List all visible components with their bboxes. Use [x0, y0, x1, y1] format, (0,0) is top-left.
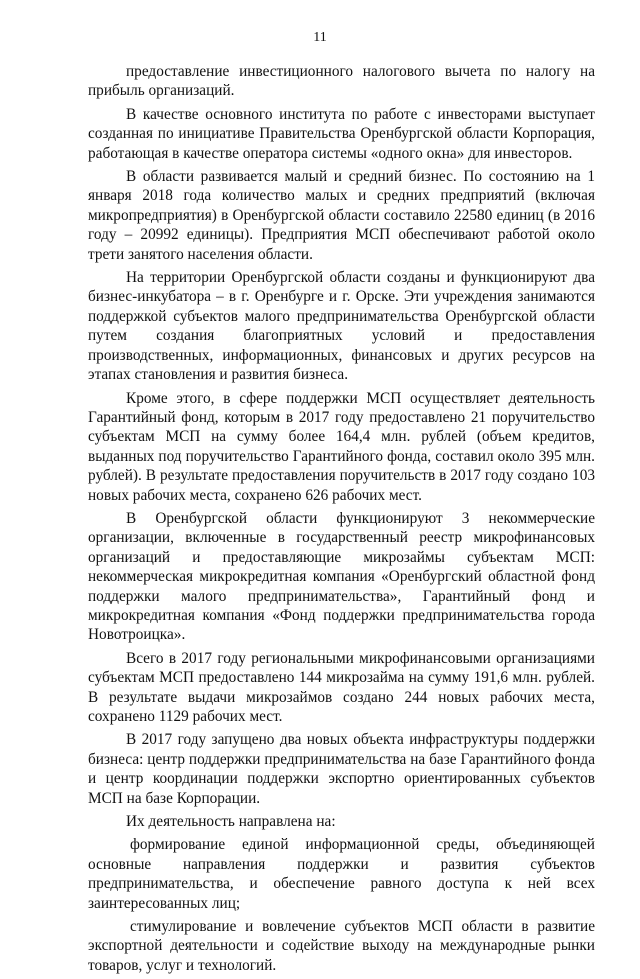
- list-item-info-environment: формирование единой информационной среды, объединяющей основные направления поддержки и развития субъектов предпринимательства, и обеспечение равного доступа к ней всех заинтересованных лиц;: [88, 836, 595, 912]
- paragraph-guarantee-fund: Кроме этого, в сфере поддержки МСП осуществляет деятельность Гарантийный фонд, которым в 2017 году предоставлено 21 поручительство субъектам МСП на сумму более 164,4 млн. рублей (объем кредитов, выданных под поручительство Гарантийного фонда, составил около 395 млн. рублей). В результате предоставления поручительств в 2017 году создано 103 новых рабочих места, сохранено 626 рабочих мест.: [88, 389, 595, 504]
- paragraph-business-incubators: На территории Оренбургской области созданы и функционируют два бизнес-инкубатора – в г. Оренбурге и г. Орске. Эти учреждения занимаются поддержкой субъектов малого предпринимательства Оренбургской области путем создания благоприятных условий и предоставления производственных, информационных, финансовых и других ресурсов на этапах становления и развития бизнеса.: [88, 269, 595, 384]
- page-number: 11: [313, 30, 327, 45]
- paragraph-sme-count: В области развивается малый и средний бизнес. По состоянию на 1 января 2018 года количество малых и средних предприятий (включая микропредприятия) в Оренбургской области составило 22580 единиц (в 2016 году – 20992 единицы). Предприятия МСП обеспечивают работой около трети занятого населения области.: [88, 168, 595, 263]
- list-item-export-support: стимулирование и вовлечение субъектов МСП области в развитие экспортной деятельности и содействие выходу на международные рынки товаров, услуг и технологий.: [88, 918, 595, 974]
- paragraph-microloans: Всего в 2017 году региональными микрофинансовыми организациями субъектам МСП предоставлено 144 микрозайма на сумму 191,6 млн. рублей. В результате выдачи микрозаймов создано 244 новых рабочих места, сохранено 1129 рабочих мест.: [88, 649, 595, 725]
- paragraph-activity-intro: Их деятельность направлена на:: [126, 813, 336, 831]
- paragraph-microfinance-orgs: В Оренбургской области функционируют 3 некоммерческие организации, включенные в государственный реестр микрофинансовых организаций и предоставляющие микрозаймы субъектам МСП: некоммерческая микрокредитная компания «Оренбургский областной фонд поддержки малого предпринимательства», Гарантийный фонд и микрокредитная компания «Фонд поддержки предпринимательства города Новотроицка».: [88, 509, 595, 644]
- document-body: [88, 62, 595, 979]
- paragraph-investment-deduction: предоставление инвестиционного налогового вычета по налогу на прибыль организаций.: [88, 63, 595, 100]
- paragraph-corporation: В качестве основного института по работе с инвесторами выступает созданная по инициативе Правительства Оренбургской области Корпорация, работающая в качестве оператора системы «одного окна» для инвесторов.: [88, 105, 595, 162]
- paragraph-new-infrastructure: В 2017 году запущено два новых объекта инфраструктуры поддержки бизнеса: центр поддержки предпринимательства на базе Гарантийного фонда и центр координации поддержки экспортно ориентированных субъектов МСП на базе Корпорации.: [88, 731, 595, 807]
